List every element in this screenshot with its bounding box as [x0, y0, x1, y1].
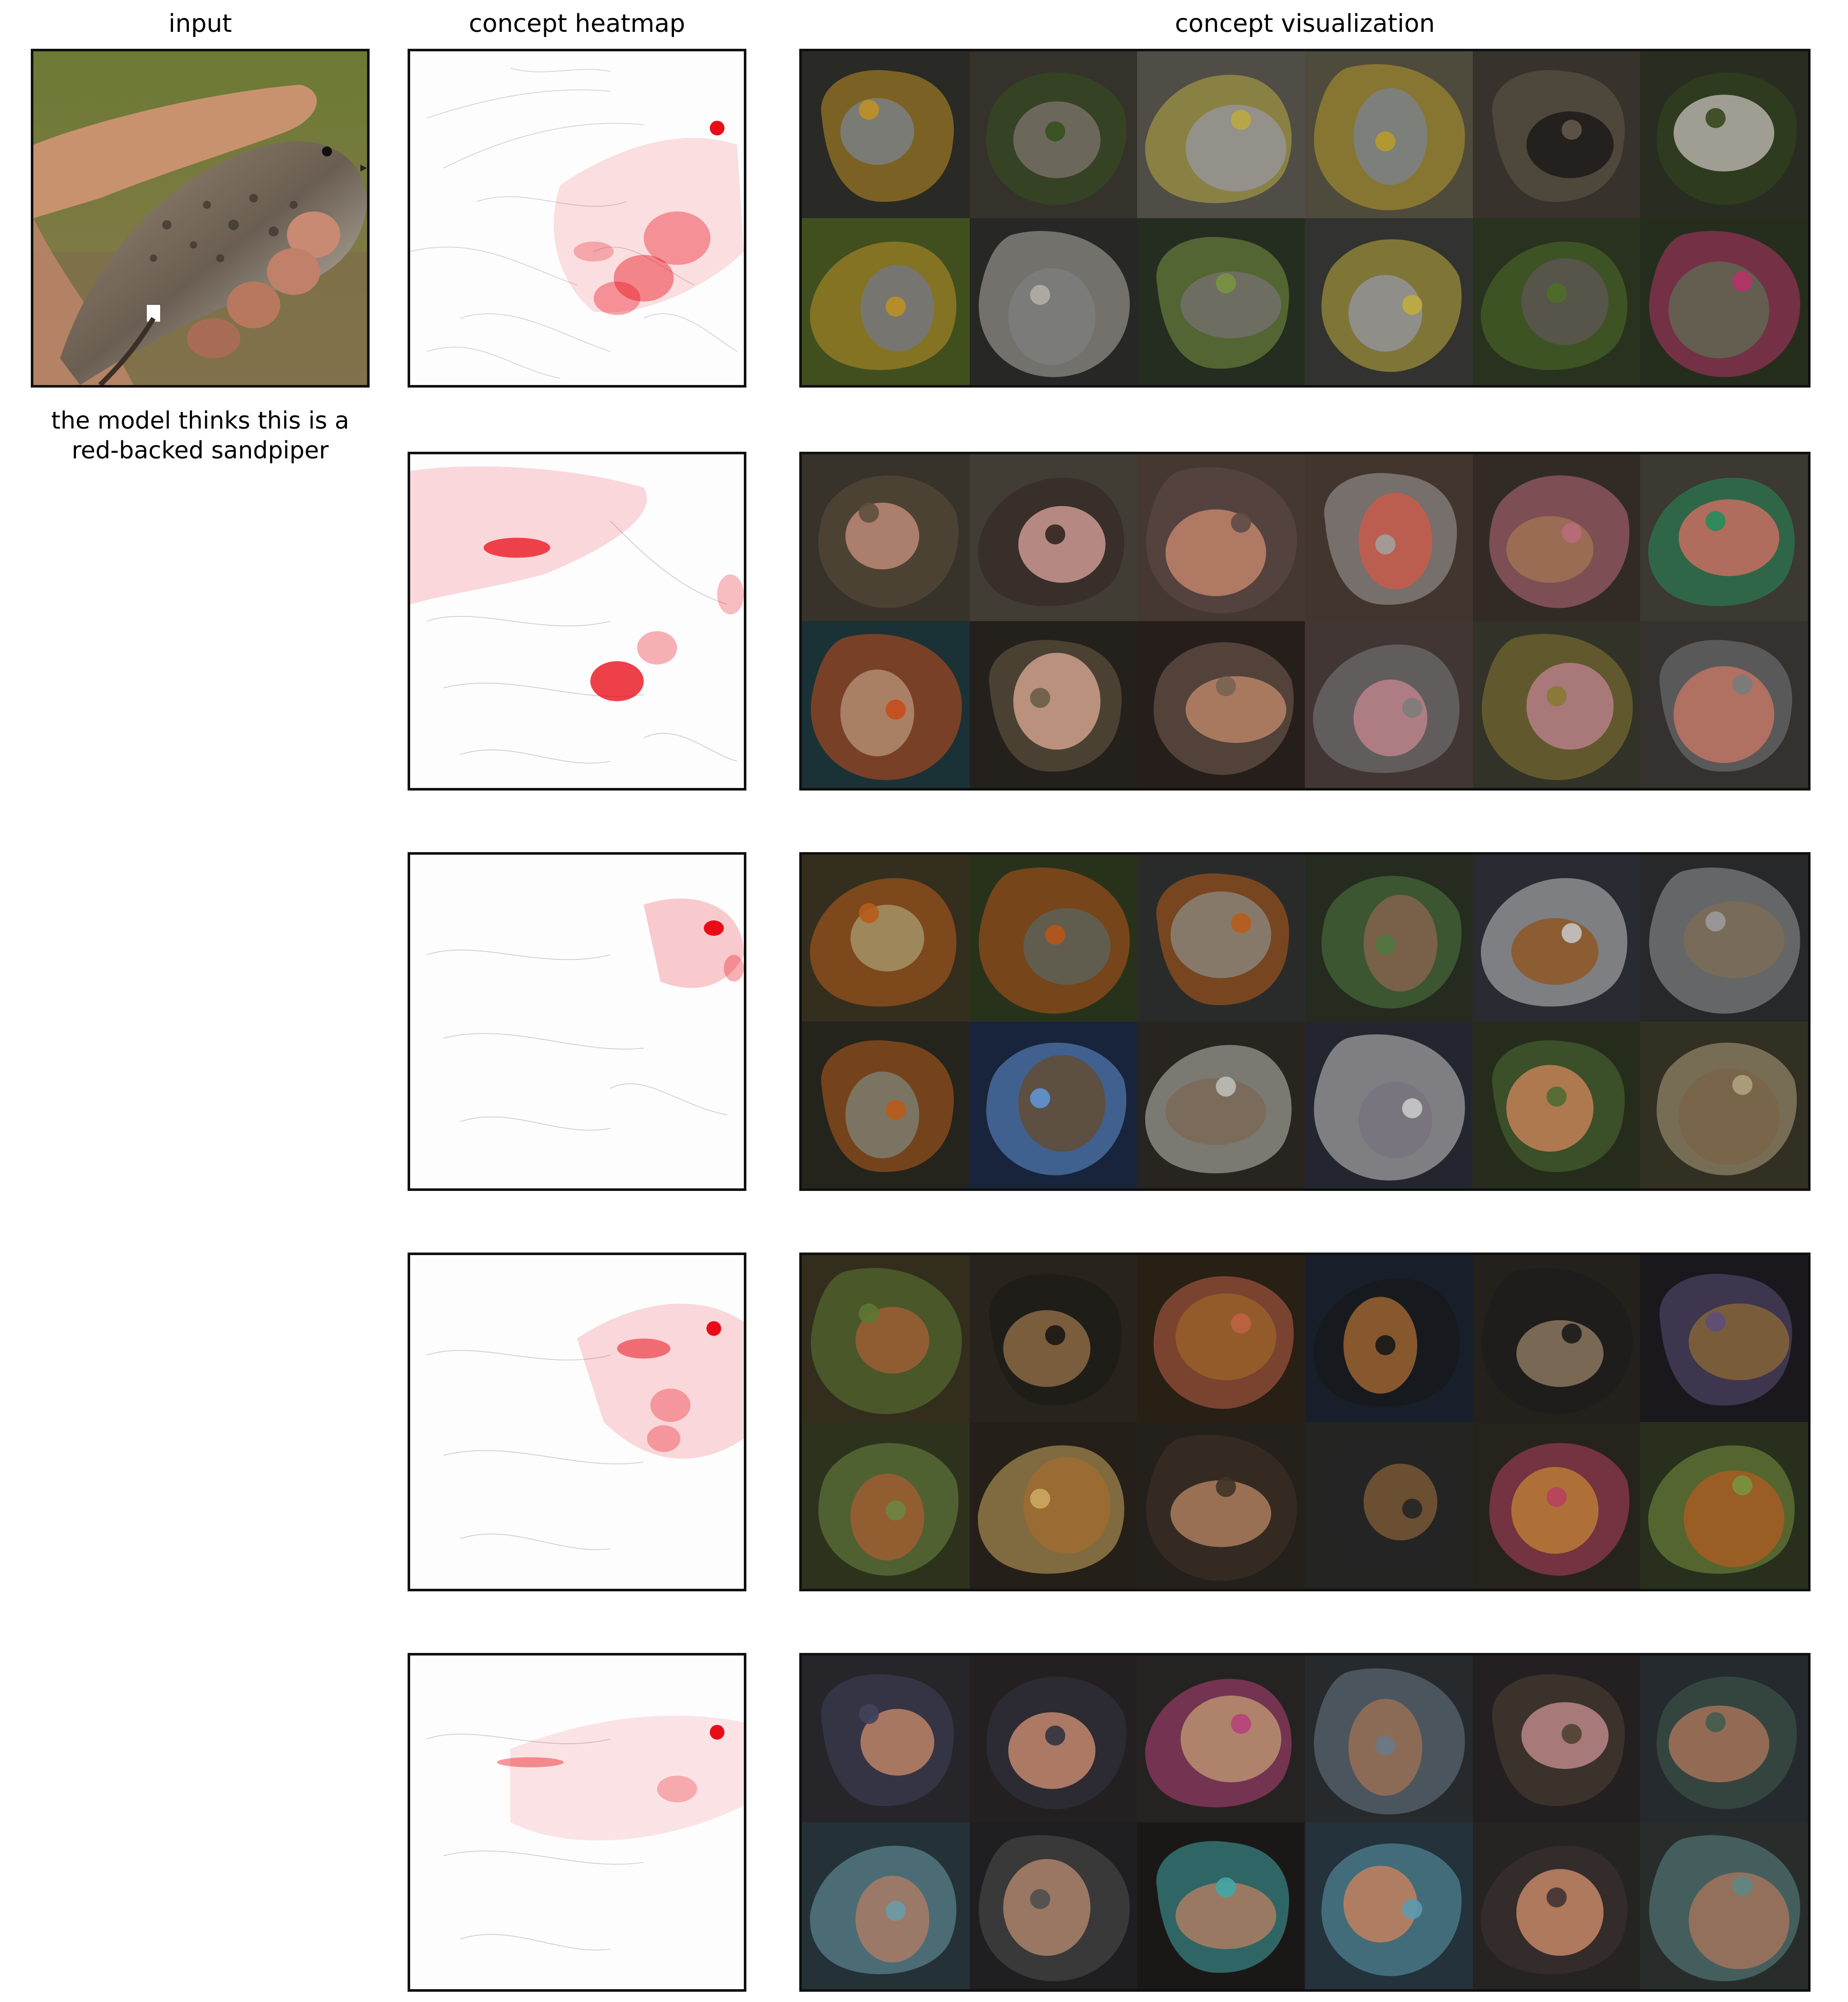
tile-image: [1137, 1255, 1305, 1422]
concept-1-tile-9: [1137, 218, 1305, 385]
concept-5-tile-10: [1305, 1822, 1473, 1989]
concept-2-tile-9: [1137, 621, 1305, 788]
tile-image: [1305, 621, 1473, 788]
tile-image: [1640, 621, 1808, 788]
tile-image: [802, 1656, 970, 1822]
concept-2-tile-10: [1305, 621, 1473, 788]
concept-4-tile-12: [1640, 1422, 1808, 1589]
concept-5-tile-4: [1305, 1656, 1473, 1822]
tile-image: [1473, 454, 1641, 621]
concept-1-tile-12: [1640, 218, 1808, 385]
concept-5-tile-3: [1137, 1656, 1305, 1822]
concept-5-tile-2: [970, 1656, 1138, 1822]
tile-image: [802, 1255, 970, 1422]
concept-visualization-3: [799, 852, 1811, 1191]
tile-image: [802, 621, 970, 788]
concept-visualization-1: [799, 49, 1811, 388]
tile-image: [1473, 855, 1641, 1022]
concept-4-tile-7: [802, 1422, 970, 1589]
concept-4-tile-6: [1640, 1255, 1808, 1422]
tile-image: [1137, 218, 1305, 385]
tile-grid-5: [802, 1656, 1808, 1989]
concept-4-tile-9: [1137, 1422, 1305, 1589]
tile-image: [1305, 1022, 1473, 1188]
prediction-caption: [15, 406, 385, 465]
concept-2-tile-6: [1640, 454, 1808, 621]
concept-3-tile-9: [1137, 1022, 1305, 1188]
tile-image: [1640, 1255, 1808, 1422]
tile-image: [1473, 621, 1641, 788]
tile-grid-4: [802, 1255, 1808, 1589]
heatmap-column-title: concept heatmap: [469, 9, 685, 38]
concept-2-tile-12: [1640, 621, 1808, 788]
concept-visualization-4: [799, 1253, 1811, 1591]
concept-1-tile-2: [970, 51, 1138, 218]
concept-3-tile-6: [1640, 855, 1808, 1022]
concept-1-tile-10: [1305, 218, 1473, 385]
tile-image: [1305, 1822, 1473, 1989]
concept-4-tile-5: [1473, 1255, 1641, 1422]
concept-1-tile-8: [970, 218, 1138, 385]
concept-3-tile-5: [1473, 855, 1641, 1022]
tile-grid-1: [802, 51, 1808, 385]
tile-grid-3: [802, 855, 1808, 1188]
tile-image: [1640, 1022, 1808, 1188]
concept-1-tile-5: [1473, 51, 1641, 218]
concept-heatmap-5: [408, 1653, 746, 1992]
tile-image: [970, 1656, 1138, 1822]
concept-3-tile-2: [970, 855, 1138, 1022]
tile-image: [1137, 454, 1305, 621]
concept-2-tile-11: [1473, 621, 1641, 788]
input-column-title: input: [168, 9, 232, 38]
concept-3-tile-3: [1137, 855, 1305, 1022]
tile-image: [1473, 51, 1641, 218]
tile-image: [1640, 454, 1808, 621]
tile-image: [970, 855, 1138, 1022]
tile-image: [1640, 1422, 1808, 1589]
concept-3-tile-10: [1305, 1022, 1473, 1188]
concept-4-tile-1: [802, 1255, 970, 1422]
tile-image: [1305, 1656, 1473, 1822]
tile-image: [1473, 1022, 1641, 1188]
tile-image: [1137, 621, 1305, 788]
tile-image: [1473, 1656, 1641, 1822]
concept-1-tile-1: [802, 51, 970, 218]
concept-1-tile-3: [1137, 51, 1305, 218]
concept-1-tile-6: [1640, 51, 1808, 218]
concept-3-tile-12: [1640, 1022, 1808, 1188]
tile-image: [970, 454, 1138, 621]
concept-4-tile-3: [1137, 1255, 1305, 1422]
tile-image: [1305, 1255, 1473, 1422]
tile-image: [970, 1422, 1138, 1589]
concept-2-tile-8: [970, 621, 1138, 788]
concept-5-tile-1: [802, 1656, 970, 1822]
tile-image: [1137, 1422, 1305, 1589]
input-image: [31, 49, 370, 388]
tile-image: [1640, 1656, 1808, 1822]
concept-2-tile-7: [802, 621, 970, 788]
tile-image: [1305, 1422, 1473, 1589]
concept-3-tile-1: [802, 855, 970, 1022]
tile-image: [1137, 1656, 1305, 1822]
heatmap-1-image: [410, 51, 744, 385]
tile-image: [802, 454, 970, 621]
visualization-column-title: concept visualization: [1175, 9, 1435, 38]
heatmap-3-image: [410, 855, 744, 1188]
tile-image: [1640, 51, 1808, 218]
caption-line-1: the model thinks this is a: [51, 407, 350, 434]
concept-5-tile-11: [1473, 1822, 1641, 1989]
tile-image: [1137, 51, 1305, 218]
concept-visualization-2: [799, 452, 1811, 791]
concept-heatmap-1: [408, 49, 746, 388]
tile-image: [802, 51, 970, 218]
tile-image: [1305, 454, 1473, 621]
concept-4-tile-10: [1305, 1422, 1473, 1589]
concept-2-tile-2: [970, 454, 1138, 621]
tile-image: [802, 1022, 970, 1188]
concept-4-tile-8: [970, 1422, 1138, 1589]
tile-image: [1305, 855, 1473, 1022]
concept-1-tile-11: [1473, 218, 1641, 385]
concept-2-tile-5: [1473, 454, 1641, 621]
tile-image: [970, 51, 1138, 218]
concept-visualization-5: [799, 1653, 1811, 1992]
tile-image: [802, 1422, 970, 1589]
tile-image: [1473, 218, 1641, 385]
concept-heatmap-2: [408, 452, 746, 791]
concept-5-tile-9: [1137, 1822, 1305, 1989]
concept-3-tile-4: [1305, 855, 1473, 1022]
concept-4-tile-4: [1305, 1255, 1473, 1422]
tile-image: [1305, 218, 1473, 385]
concept-1-tile-4: [1305, 51, 1473, 218]
tile-image: [970, 1822, 1138, 1989]
concept-heatmap-3: [408, 852, 746, 1191]
tile-image: [1473, 1422, 1641, 1589]
tile-image: [1640, 218, 1808, 385]
tile-image: [1137, 855, 1305, 1022]
tile-image: [802, 218, 970, 385]
concept-4-tile-11: [1473, 1422, 1641, 1589]
heatmap-2-image: [410, 454, 744, 788]
concept-1-tile-7: [802, 218, 970, 385]
heatmap-4-image: [410, 1255, 744, 1589]
tile-image: [1473, 1255, 1641, 1422]
tile-image: [1137, 1822, 1305, 1989]
concept-heatmap-4: [408, 1253, 746, 1591]
concept-2-tile-3: [1137, 454, 1305, 621]
concept-5-tile-8: [970, 1822, 1138, 1989]
concept-4-tile-2: [970, 1255, 1138, 1422]
tile-image: [970, 621, 1138, 788]
tile-image: [1137, 1022, 1305, 1188]
concept-5-tile-6: [1640, 1656, 1808, 1822]
input-sandpiper-in-hand-image: [33, 51, 367, 385]
concept-5-tile-7: [802, 1822, 970, 1989]
concept-5-tile-12: [1640, 1822, 1808, 1989]
heatmap-5-image: [410, 1656, 744, 1989]
tile-image: [802, 855, 970, 1022]
tile-image: [970, 1255, 1138, 1422]
tile-image: [1473, 1822, 1641, 1989]
tile-image: [1640, 855, 1808, 1022]
tile-image: [1640, 1822, 1808, 1989]
concept-3-tile-11: [1473, 1022, 1641, 1188]
tile-grid-2: [802, 454, 1808, 788]
concept-3-tile-7: [802, 1022, 970, 1188]
concept-2-tile-1: [802, 454, 970, 621]
concept-2-tile-4: [1305, 454, 1473, 621]
concept-5-tile-5: [1473, 1656, 1641, 1822]
tile-image: [970, 218, 1138, 385]
tile-image: [802, 1822, 970, 1989]
caption-line-2: red-backed sandpiper: [71, 436, 329, 464]
concept-3-tile-8: [970, 1022, 1138, 1188]
tile-image: [1305, 51, 1473, 218]
tile-image: [970, 1022, 1138, 1188]
